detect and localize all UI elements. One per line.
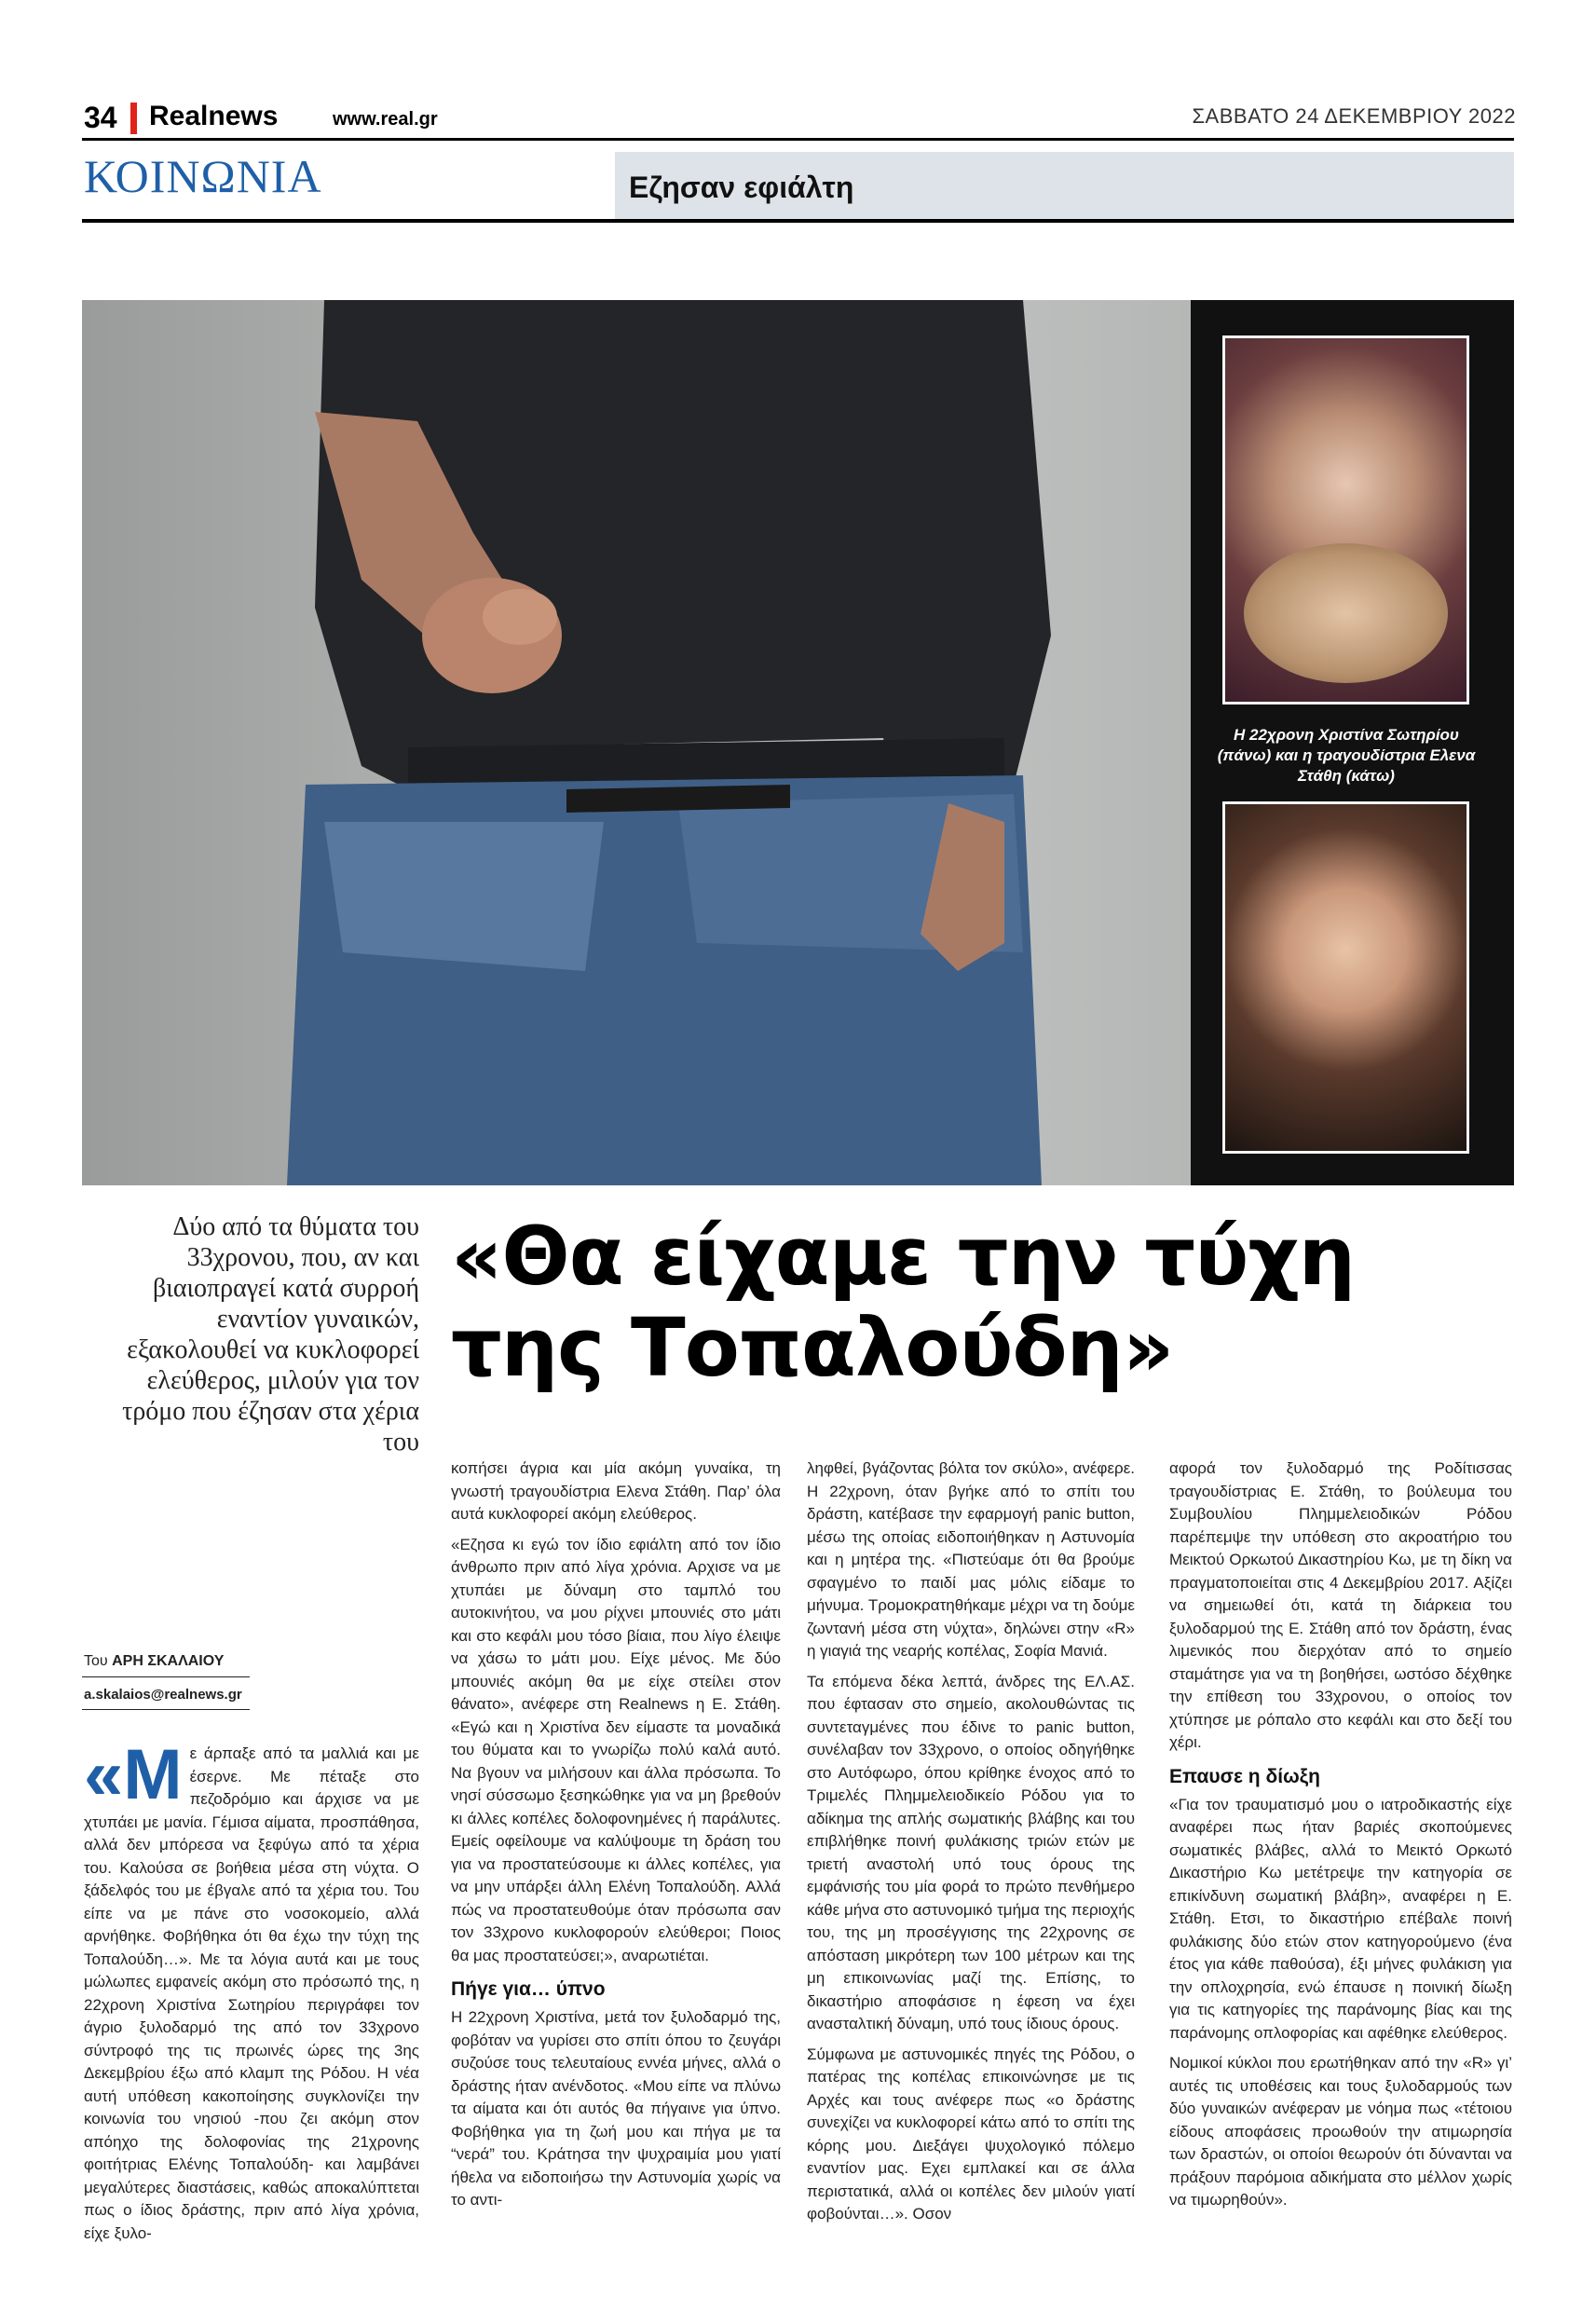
- article-column-4: [1169, 1457, 1512, 2220]
- paragraph: ληφθεί, βγάζοντας βόλτα τον σκύλο», ανέφερε. Η 22χρονη, όταν βγήκε από το σπίτι του δράστη, κατέβασε την εφαρμογή panic button, μέσω της οποίας ειδοποιήθηκαν η Αστυνομία και η μητέρα της. «Πιστεύαμε ότι θα βρούμε σφαγμένο το παιδί μας μόλις είδαμε το μήνυμα. Τρομοκρατηθήκαμε μέχρι να τη δούμε ζωντανή μέσα στη νύχτα», δηλώνει στην «R» η γιαγιά της νεαρής κοπέλας, Σοφία Μανιά.: [807, 1459, 1135, 1660]
- paragraph: «Εζησα κι εγώ τον ίδιο εφιάλτη από τον ίδιο άνθρωπο πριν από λίγα χρόνια. Αρχισε να με χτυπάει με δύναμη στο ταμπλό του αυτοκινήτου, να μου ρίχνει μπουνιές στο μάτι και στο κεφάλι μου τόσο βίαια, που λίγο έλειψε να χάσω το μάτι μου. Είχε μένος. Με δύο μπουνιές ακόμη θα με είχε στείλει στον θάνατο», ανέφερε στη Realnews η Ε. Στάθη. «Εγώ και η Χριστίνα δεν είμαστε τα μοναδικά του θύματα και το γνωρίζω πολύ καλά αυτό. Να βγουν να μιλήσουν και άλλα πρόσωπα. Το νησί σύσσωμο ξεσηκώθηκε για να μη βρεθούν κι άλλες κοπέλες δολοφονημένες ή παράλυτες. Εμείς οφείλουμε να καλύψουμε τη δράση του για να προστατεύσουμε κι άλλες κοπέλες, για να μην υπάρξει άλλη Ελένη Τοπαλούδη. Αλλά πώς να προστατευθούμε όταν πρόσωπα σαν τον 33χρονο κυκλοφορούν ελεύθεροι; Ποιος θα μας προστατεύσει;», αναρωτιέται.: [451, 1535, 781, 1964]
- byline-rule: [82, 1676, 250, 1677]
- byline: [84, 1653, 224, 1670]
- drop-cap: «Μ: [84, 1735, 183, 1814]
- paragraph: κοπήσει άγρια και μία ακόμη γυναίκα, τη γνωστή τραγουδίστρια Ελενα Στάθη. Παρ’ όλα αυτά κυκλοφορεί ακόμη ελεύθερος.: [451, 1459, 781, 1523]
- section-title: ΚΟΙΝΩΝΙΑ: [84, 150, 322, 202]
- subheading: Πήγε για… ύπνο: [451, 1978, 606, 2000]
- kicker: Εζησαν εφιάλτη: [629, 171, 854, 204]
- article-column-1: [84, 1735, 419, 2252]
- email-rule: [82, 1709, 250, 1710]
- article-intro: Δύο από τα θύματα του 33χρονου, που, αν και βιαιοπραγεί κατά συρροή εναντίον γυναικών, εξακολουθεί να κυκλοφορεί ελεύθερος, μιλούν για τον τρόμο που έζησαν στα χέρια του: [122, 1212, 419, 1457]
- photo-caption: Η 22χρονη Χριστίνα Σωτηρίου (πάνω) και η τραγουδίστρια Ελενα Στάθη (κάτω): [1217, 726, 1476, 785]
- article-column-2: [451, 1457, 781, 2220]
- paragraph: Η 22χρονη Χριστίνα, μετά τον ξυλοδαρμό της, φοβόταν να γυρίσει στο σπίτι όπου το ζευγάρι συζούσε τους τελευταίους εννέα μήνες, αλλά ο δράστης ήταν ανένδοτος. «Μου είπε να πλύνω τα αίματα και ότι αυτός θα πήγαινε για ύπνο. Φοβήθηκα για τη ζωή μου και πήγα με τα “νερά” του. Κράτησα την ψυχραιμία μου γιατί ήθελα να ειδοποιήσω την Αστυνομία χωρίς να το αντι-: [451, 2008, 781, 2209]
- article-column-3: [807, 1457, 1135, 2234]
- fur-collar: [1244, 543, 1448, 683]
- paragraph: Νομικοί κύκλοι που ερωτήθηκαν από την «R» γι’ αυτές τις υποθέσεις και τους ξυλοδαρμούς των δύο γυναικών ανέφεραν με νόημα πως «τέτοιου είδους αποφάσεις προωθούν την ατιμωρησία των δραστών, οι οποίοι θεωρούν ότι δύνανται να πράξουν παρόμοια αδικήματα στο μέλλον χωρίς να τιμωρηθούν».: [1169, 2054, 1512, 2209]
- page-divider: [130, 103, 137, 134]
- portrait-elena: [1222, 801, 1469, 1154]
- byline-author: ΑΡΗ ΣΚΑΛΑΙΟΥ: [112, 1653, 225, 1669]
- brand-url: www.real.gr: [333, 109, 438, 130]
- section-rule: [82, 219, 1514, 223]
- author-email: a.skalaios@realnews.gr: [84, 1687, 242, 1703]
- header-rule: [82, 138, 1514, 141]
- page-number: 34: [84, 101, 117, 134]
- paragraph: ε άρπαξε από τα μαλλιά και με έσερνε. Με πέταξε στο πεζοδρόμιο και άρχισε να με χτυπάει με μανία. Γέμισα αίματα, προσπάθησα, αλλά δεν μπόρεσα να ξεφύγω από τα χέρια του. Καλούσα σε βοήθεια μέσα στη νύχτα. Ο ξάδελφός του με έβγαλε από τα χέρια του. Του είπε να με πάνε στο νοσοκομείο, αλλά αρνήθηκε. Φοβήθηκα ότι θα έχω την τύχη της Τοπαλούδη…». Με τα λόγια αυτά και με τους μώλωπες εμφανείς ακόμη στο πρόσωπό της, η 22χρονη Χριστίνα Σωτηρίου περιγράφει τον άγριο ξυλοδαρμό της από τον 33χρονο σύντροφό της τις πρωινές ώρες της 3ης Δεκεμβρίου έξω από κλαμπ της Ρόδου. Η νέα αυτή υπόθεση κακοποίησης συγκλονίζει την κοινωνία του νησιού -που ζει ακόμη στον απόηχο της δολοφονίας της 21χρονης φοιτήτριας Ελένης Τοπαλούδη- και λαμβάνει μεγαλύτερες διαστάσεις, καθώς αποκαλύπτεται πως ο ίδιος δράστης, πριν από λίγα χρόνια, είχε ξυλο-: [84, 1744, 419, 2242]
- paragraph: «Για τον τραυματισμό μου ο ιατροδικαστής είχε αναφέρει πως ήταν βαριές σκοπούμενες σωματικές βλάβες, αλλά το Μεικτό Ορκωτό Δικαστήριο Κω μετέτρεψε την κατηγορία σε επικίνδυνη σωματική βλάβη», αναφέρει η Ε. Στάθη. Ετσι, το δικαστήριο επέβαλε ποινή φυλάκισης δύο ετών στον κατηγορούμενο (ένα έτος για κάθε παθούσα), έξι μήνες φυλάκιση για την οπλοχρησία, ενώ έπαυσε η ποινική δίωξη για τις κατηγορίες της παράνομης βίας και της παράνομης οπλοφορίας και αφέθηκε ελεύθερος.: [1169, 1795, 1512, 2042]
- brand-logo: Realnews: [149, 101, 279, 131]
- paragraph: αφορά τον ξυλοδαρμό της Ροδίτισσας τραγουδίστριας Ε. Στάθη, το βούλευμα του Συμβουλίου Πλημμελειοδικών Ρόδου παρέπεμψε την υπόθεση στο ακροατήριο του Μεικτού Ορκωτού Δικαστηρίου Κω, με τη δίκη να πραγματοποιείται στις 4 Δεκεμβρίου 2017. Αξίζει να σημειωθεί ότι, κατά τη διάρκεια του ξυλοδαρμού της Ε. Στάθη από τον δράστη, ένας λιμενικός που διερχόταν από το σημείο σταμάτησε για να τη βοηθήσει, ωστόσο δέχθηκε την επίθεση του 33χρονου, ο οποίος τον χτύπησε με ρόπαλο στο κεφάλι και στο δεξί του χέρι.: [1169, 1459, 1512, 1751]
- byline-prefix: Του: [84, 1653, 108, 1669]
- portrait-christina: [1222, 335, 1469, 705]
- subheading: Επαυσε η δίωξη: [1169, 1765, 1320, 1787]
- article-headline: «Θα είχαμε την τύχη της Τοπαλούδη»: [451, 1211, 1355, 1395]
- paragraph: Σύμφωνα με αστυνομικές πηγές της Ρόδου, ο πατέρας της κοπέλας επικοινώνησε με τις Αρχές και τους ανέφερε πως «ο δράστης συνεχίζει να κυκλοφορεί κάτω από το σπίτι της κόρης μου. Διεξάγει ψυχολογικό πόλεμο εναντίον μας. Εχει εμπλακεί και σε άλλα περιστατικά, αλλά οι κοπέλες δεν μιλούν γιατί φοβούνται…». Οσον: [807, 2045, 1135, 2223]
- man-fist-illustration: [82, 300, 1191, 1185]
- paragraph: Τα επόμενα δέκα λεπτά, άνδρες της ΕΛ.ΑΣ. που έφτασαν στο σημείο, ακολουθώντας τις συντεταγμένες που έδινε το panic button, συνέλαβαν τον 33χρονο, ο οποίος οδηγήθηκε στο Αυτόφωρο, όπου κρίθηκε ένοχος από το Τριμελές Πλημμελειοδικείο Ρόδου για το αδίκημα της απλής σωματικής βλάβης και του επιβλήθηκε ποινή φυλάκισης τριών ετών με τριετή αναστολή υπό τους όρους της εμφάνισής του μία φορά το πρώτο πενθήμερο κάθε μήνα στο αστυνομικό τμήμα της περιοχής του, της μη προσέγγισης της 22χρονης σε απόσταση μικρότερη των 100 μέτρων και της μη επικοινωνίας μαζί της. Επίσης, το δικαστήριο αποφάσισε η έφεση να έχει ανασταλτική δύναμη, υπό τους ίδιους όρους.: [807, 1672, 1135, 2032]
- issue-date: ΣΑΒΒΑΤΟ 24 ΔΕΚΕΜΒΡΙΟΥ 2022: [1192, 104, 1516, 128]
